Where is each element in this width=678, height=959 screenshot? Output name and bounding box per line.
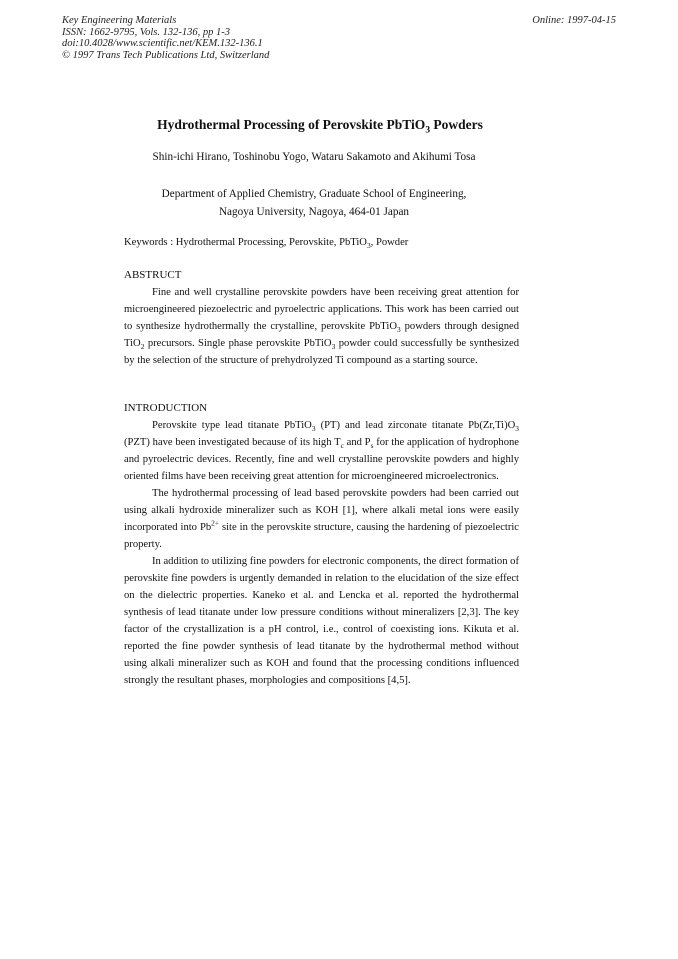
intro-p1-sub-2: 3	[515, 424, 519, 434]
keywords-subscript: 3	[366, 241, 371, 251]
intro-p2-sup-1: 2+	[211, 518, 220, 528]
abstract-heading: ABSTRUCT	[124, 269, 182, 281]
affiliation-line-1: Department of Applied Chemistry, Graduate School of Engineering,	[161, 188, 467, 200]
paper-title	[0, 117, 640, 136]
doi-line: doi:10.4028/www.scientific.net/KEM.132-136.1	[62, 38, 263, 49]
title-text: Hydrothermal Processing of Perovskite PbTiO	[157, 117, 426, 132]
intro-p1-text-2: (PT) and lead zirconate titanate Pb(Zr,Ti)O	[315, 420, 516, 431]
keywords-text: Keywords : Hydrothermal Processing, Perovskite, PbTiO	[124, 237, 367, 248]
intro-p1-text-1: Perovskite type lead titanate PbTiO	[152, 420, 312, 431]
intro-p1-sub-1: 3	[311, 424, 316, 434]
title-subscript: 3	[425, 125, 431, 136]
intro-p1-sub-3: c	[340, 441, 344, 451]
intro-paragraph-3: In addition to utilizing fine powders for electronic components, the direct formation of perovskite fine powders is urgently demanded in relation to the elucidation of the size effect on the dielectric properties. Kaneko et al. and Lencka et al. reported the hydrothermal synthesis of lead titanate under low pressure conditions without mineralizers [2,3]. The key factor of the crystallization is a pH control, i.e., control of coexisting ions. Kikuta et al. reported the fine powder synthesis of lead titanate by the hydrothermal method without using alkali mineralizer such as KOH and found that the processing conditions influenced strongly the resultant phases, morphologies and compositions [4,5].	[124, 556, 519, 686]
affiliation-line-2: Nagoya University, Nagoya, 464-01 Japan	[218, 206, 410, 218]
title-text-end: Powders	[430, 117, 483, 132]
introduction-heading: INTRODUCTION	[124, 402, 208, 414]
intro-p1-text-5: for the application of hydrophone and pyroelectric devices. Recently, fine and well crystalline perovskite powders and highly oriented films have been receiving great attention for microengineered microelectronics.	[124, 437, 520, 482]
abstract-section	[124, 267, 519, 369]
abstract-paragraph	[124, 284, 519, 369]
online-date: Online: 1997-04-15	[532, 15, 616, 26]
intro-p1-text-3: (PZT) have been investigated because of its high T	[124, 437, 341, 448]
affiliation	[0, 185, 628, 221]
intro-p2-text-1: The hydrothermal processing of lead based perovskite powders had been carried out using alkali hydroxide mineralizer such as KOH [1], where alkali metal ions were easily incorporated into Pb	[124, 488, 519, 533]
author-list: Shin-ichi Hirano, Toshinobu Yogo, Wataru Sakamoto and Akihumi Tosa	[152, 151, 476, 163]
abstract-text-4: powder could successfully be synthesized by the selection of the structure of prehydrolyzed Ti compound as a starting source.	[124, 338, 519, 366]
abstract-sub-2: 2	[140, 342, 145, 352]
issn-line: ISSN: 1662-9795, Vols. 132-136, pp 1-3	[62, 26, 230, 38]
intro-p1-sub-4: s	[370, 441, 374, 451]
abstract-text-1: Fine and well crystalline perovskite powders have been receiving great attention for microengineered piezoelectric and pyroelectric applications. This work has been carried out to synthesize hydrothermally the crystalline, perovskite PbTiO	[124, 287, 519, 332]
copyright-line: © 1997 Trans Tech Publications Ltd, Switzerland	[62, 49, 270, 61]
abstract-sub-3: 3	[331, 342, 336, 352]
introduction-section	[124, 400, 519, 689]
abstract-text-2: powders through designed TiO	[124, 321, 520, 349]
journal-header	[62, 15, 269, 61]
intro-paragraph-2	[124, 485, 519, 553]
intro-paragraph-1	[124, 417, 519, 485]
keywords	[124, 234, 519, 251]
intro-p1-text-4: and P	[343, 437, 371, 448]
journal-name: Key Engineering Materials	[62, 15, 177, 26]
abstract-text-3: precursors. Single phase perovskite PbTiO	[144, 338, 332, 349]
keywords-text-end: , Powder	[370, 237, 409, 248]
intro-p2-text-2: site in the perovskite structure, causing the hardening of piezoelectric property.	[124, 522, 520, 550]
abstract-sub-1: 3	[397, 325, 401, 335]
